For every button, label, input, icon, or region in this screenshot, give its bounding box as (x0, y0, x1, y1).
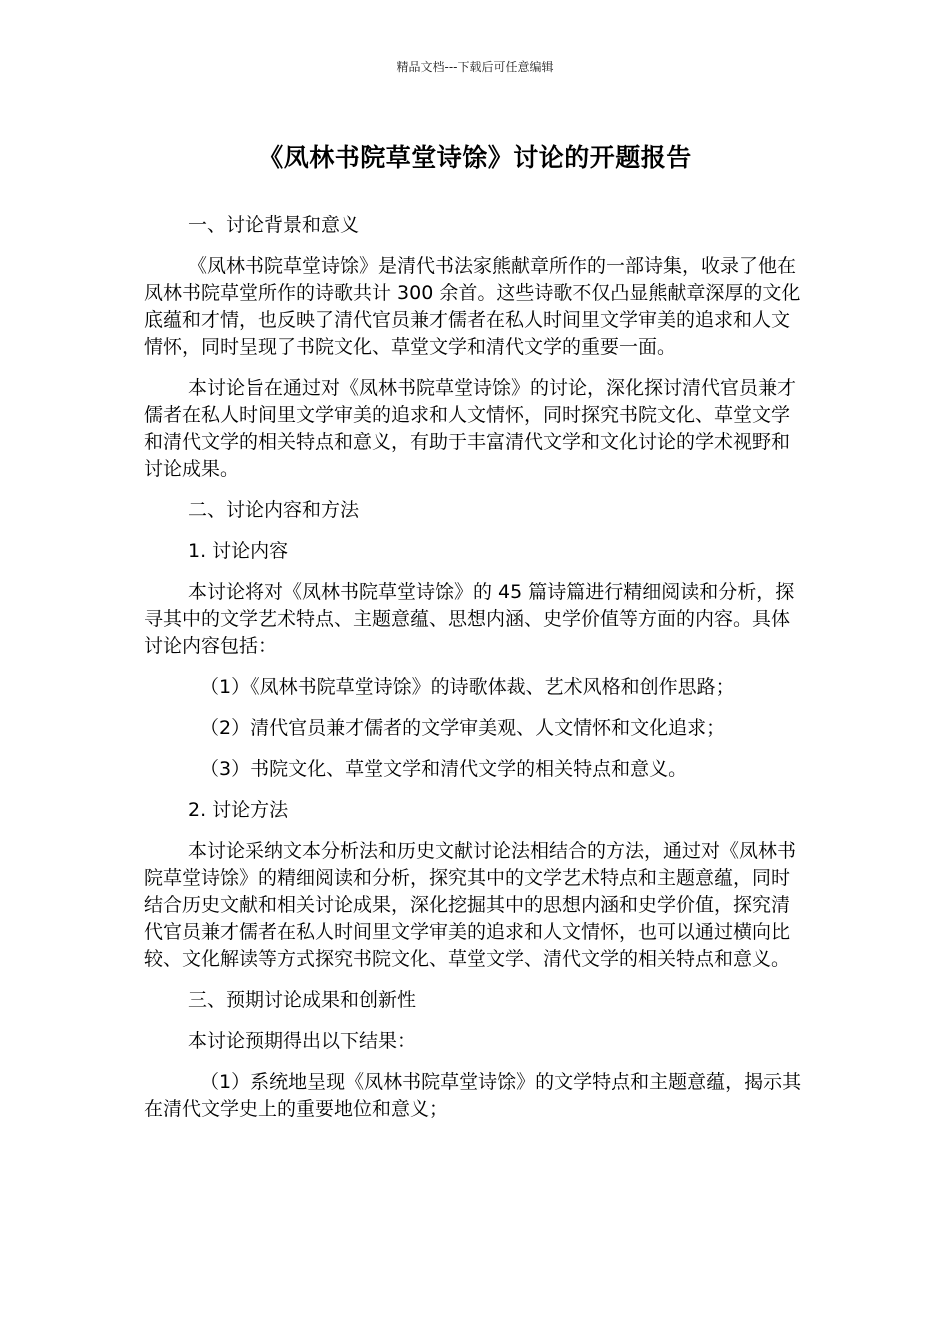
paragraph: 本讨论采纳文本分析法和历史文献讨论法相结合的方法，通过对《凤林书院草堂诗馀》的精细阅读和分析，探究其中的文学艺术特点和主题意蕴，同时结合历史文献和相关讨论成果，深化挖掘其中的思想内涵和史学价值，探究清代官员兼才儒者在私人时间里文学审美的追求和人文情怀，也可以通过横向比较、文化解读等方式探究书院文化、草堂文学、清代文学的相关特点和意义。 (144, 840, 797, 970)
paragraph: 《凤林书院草堂诗馀》是清代书法家熊献章所作的一部诗集，收录了他在凤林书院草堂所作的诗歌共计 300 余首。这些诗歌不仅凸显熊献章深厚的文化底蕴和才情，也反映了清代官员兼才儒者在私人时间里文学审美的追求和人文情怀，同时呈现了书院文化、草堂文学和清代文学的重要一面。 (144, 255, 801, 358)
list-item: （2）清代官员兼才儒者的文学审美观、人文情怀和文化追求； (200, 717, 726, 739)
subsection-heading: 2. 讨论方法 (188, 799, 289, 821)
paragraph: 本讨论将对《凤林书院草堂诗馀》的 45 篇诗篇进行精细阅读和分析，探寻其中的文学艺术特点、主题意蕴、思想内涵、史学价值等方面的内容。具体讨论内容包括： (144, 581, 795, 657)
list-item: （1）《凤林书院草堂诗馀》的诗歌体裁、艺术风格和创作思路； (200, 676, 735, 698)
paragraph: 本讨论预期得出以下结果： (188, 1030, 417, 1052)
document-title: 《凤林书院草堂诗馀》讨论的开题报告 (258, 143, 692, 172)
list-item: （3）书院文化、草堂文学和清代文学的相关特点和意义。 (200, 758, 688, 780)
page-header: 精品文档---下载后可任意编辑 (396, 60, 554, 74)
section-heading-2: 二、讨论内容和方法 (188, 499, 360, 521)
subsection-heading: 1. 讨论内容 (188, 540, 289, 562)
document-body (144, 212, 808, 1137)
list-item: （1）系统地呈现《凤林书院草堂诗馀》的文学特点和主题意蕴，揭示其在清代文学史上的重要地位和意义； (144, 1071, 802, 1120)
paragraph: 本讨论旨在通过对《凤林书院草堂诗馀》的讨论，深化探讨清代官员兼才儒者在私人时间里文学审美的追求和人文情怀，同时探究书院文化、草堂文学和清代文学的相关特点和意义，有助于丰富清代文学和文化讨论的学术视野和讨论成果。 (144, 377, 797, 480)
section-heading-3: 三、预期讨论成果和创新性 (188, 989, 417, 1011)
section-heading-1: 一、讨论背景和意义 (188, 214, 360, 236)
